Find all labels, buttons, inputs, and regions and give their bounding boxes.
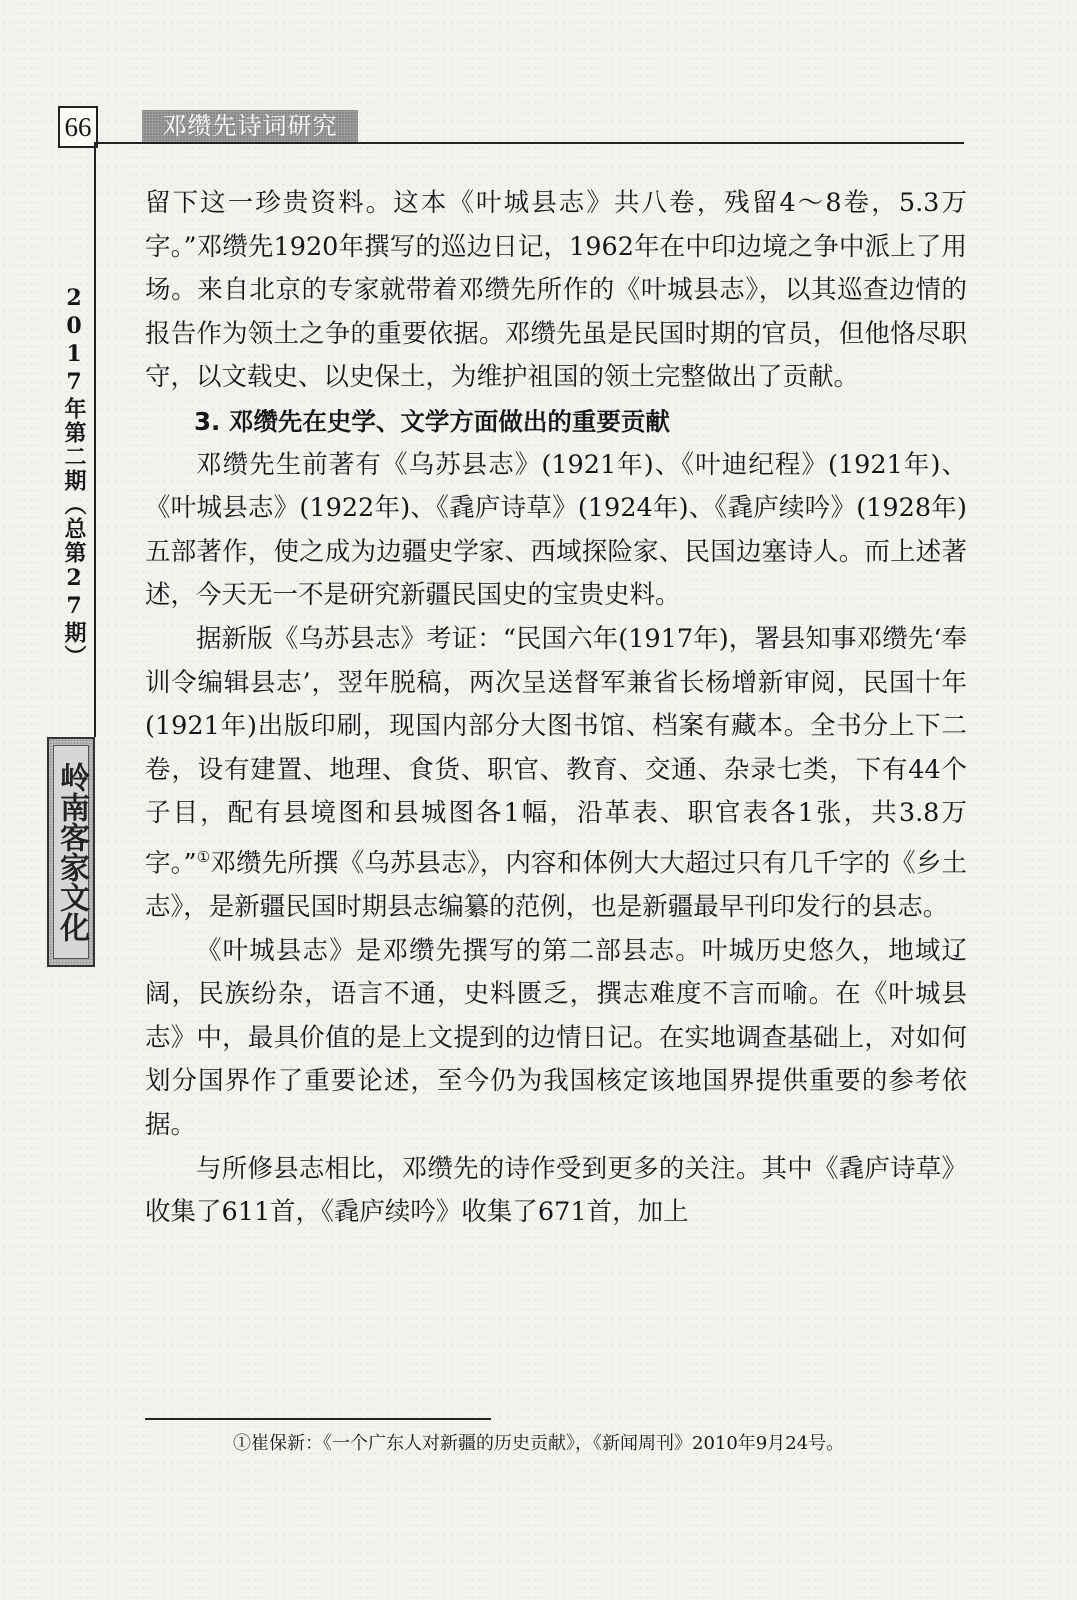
footnote-rule xyxy=(145,1418,491,1420)
journal-logo-text: 岭南客家文化 xyxy=(53,745,89,959)
paragraph-3-rest: 邓缵先所撰《乌苏县志》，内容和体例大大超过只有几千字的《乡土志》，是新疆民国时期县志编纂的范例，也是新疆最早刊印发行的县志。 xyxy=(145,848,967,922)
article-body xyxy=(145,182,967,1235)
footnote: ①崔保新：《一个广东人对新疆的历史贡献》，《新闻周刊》2010年9月24号。 xyxy=(233,1433,845,1454)
paragraph-5: 与所修县志相比，邓缵先的诗作受到更多的关注。其中《毳庐诗草》收集了611首，《毳庐续吟》收集了671首，加上 xyxy=(145,1153,967,1228)
paragraph-4: 《叶城县志》是邓缵先撰写的第二部县志。叶城历史悠久，地域辽阔，民族纷杂，语言不通，史料匮乏，撰志难度不言而喻。在《叶城县志》中，最具价值的是上文提到的边情日记。在实地调查基础上，对如何划分国界作了重要论述，至今仍为我国核定该地国界提供重要的参考依据。 xyxy=(145,935,967,1140)
footnote-marker: ① xyxy=(196,847,211,866)
paragraph-1: 留下这一珍贵资料。这本《叶城县志》共八卷，残留4～8卷，5.3万字。”邓缵先1920年撰写的巡边日记，1962年在中印边境之争中派上了用场。来自北京的专家就带着邓缵先所作的《叶城县志》，以其巡查边情的报告作为领土之争的重要依据。邓缵先虽是民国时期的官员，但他恪尽职守，以文载史、以史保土，为维护祖国的领土完整做出了贡献。 xyxy=(145,188,967,393)
margin-rule xyxy=(94,142,96,737)
series-title: 邓缵先诗词研究 xyxy=(142,110,358,142)
header-rule xyxy=(94,142,964,144)
section-heading: 3. 邓缵先在史学、文学方面做出的重要贡献 xyxy=(194,406,670,436)
paragraph-2: 邓缵先生前著有《乌苏县志》(1921年)、《叶迪纪程》(1921年)、《叶城县志》(1922年)、《毳庐诗草》(1924年)、《毳庐续吟》(1928年)五部著作，使之成为边疆史学家、西域探险家、民国边塞诗人。而上述著述，今天无一不是研究新疆民国史的宝贵史料。 xyxy=(145,449,967,611)
journal-logo xyxy=(47,737,95,967)
issue-label: 2017年第二期（总第27期） xyxy=(61,285,87,669)
paragraph-3 xyxy=(145,618,967,930)
page-number: 66 xyxy=(58,106,98,148)
paragraph-3-quote: 据新版《乌苏县志》考证：“民国六年(1917年)，署县知事邓缵先‘奉训令编辑县志’，翌年脱稿，两次呈送督军兼省长杨增新审阅，民国十年(1921年)出版印刷，现国内部分大图书馆、档案有藏本。全书分上下二卷，设有建置、地理、食货、职官、教育、交通、杂录七类，下有44个子目，配有县境图和县城图各1幅，沿革表、职官表各1张，共3.8万字。” xyxy=(145,623,967,879)
